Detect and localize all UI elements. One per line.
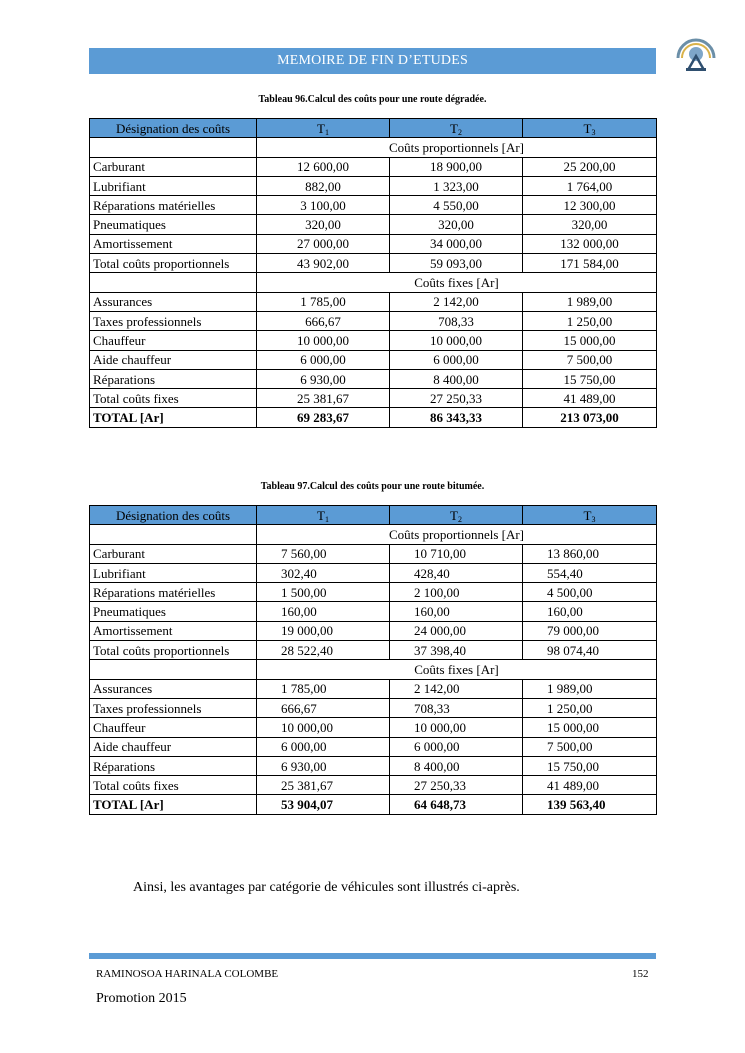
cell-t2: 6 000,00 xyxy=(390,737,523,756)
cell-t1: 19 000,00 xyxy=(257,621,390,640)
table-row xyxy=(90,389,657,408)
cell-t2: 4 550,00 xyxy=(390,196,523,215)
row-label: Taxes professionnels xyxy=(90,698,257,717)
cell-t2: 27 250,33 xyxy=(390,389,523,408)
cell-t1: 160,00 xyxy=(257,602,390,621)
cell-t1: 1 785,00 xyxy=(257,679,390,698)
table-row xyxy=(90,718,657,737)
cell-t3: 1 250,00 xyxy=(523,698,657,717)
section-row xyxy=(90,660,657,679)
table2-caption: Tableau 97.Calcul des coûts pour une route bitumée. xyxy=(260,481,485,492)
cell-t1: 666,67 xyxy=(257,311,390,330)
table-row xyxy=(90,698,657,717)
cell-t3: 4 500,00 xyxy=(523,583,657,602)
cell-t1: 320,00 xyxy=(257,215,390,234)
table-header-row xyxy=(90,119,657,138)
cost-table-paved-road xyxy=(89,505,657,815)
row-label: Chauffeur xyxy=(90,718,257,737)
table-row xyxy=(90,563,657,582)
cell-t3: 132 000,00 xyxy=(523,234,657,253)
table-row xyxy=(90,737,657,756)
cell-t1: 302,40 xyxy=(257,563,390,582)
table-row xyxy=(90,254,657,273)
cell-t2: 10 000,00 xyxy=(390,331,523,350)
cell-t1: 28 522,40 xyxy=(257,641,390,660)
table-row xyxy=(90,583,657,602)
cell-t3: 554,40 xyxy=(523,563,657,582)
section-proportional-costs: Coûts proportionnels [Ar] xyxy=(257,138,657,157)
row-label: Pneumatiques xyxy=(90,215,257,234)
table-row xyxy=(90,234,657,253)
table-row xyxy=(90,157,657,176)
row-label: Total coûts fixes xyxy=(90,389,257,408)
cell-t1: 882,00 xyxy=(257,176,390,195)
total-t2: 86 343,33 xyxy=(390,408,523,427)
cell-t2: 10 710,00 xyxy=(390,544,523,563)
section-row xyxy=(90,273,657,292)
cell-t3: 1 989,00 xyxy=(523,292,657,311)
cell-t3: 15 000,00 xyxy=(523,331,657,350)
table-row xyxy=(90,176,657,195)
cell-t1: 6 930,00 xyxy=(257,756,390,775)
cell-t2: 2 142,00 xyxy=(390,292,523,311)
cell-t3: 98 074,40 xyxy=(523,641,657,660)
cell-t2: 37 398,40 xyxy=(390,641,523,660)
cell-t3: 41 489,00 xyxy=(523,776,657,795)
cell-t2: 2 142,00 xyxy=(390,679,523,698)
table-row xyxy=(90,776,657,795)
cell-t3: 7 500,00 xyxy=(523,737,657,756)
cell-t3: 320,00 xyxy=(523,215,657,234)
cell-t1: 3 100,00 xyxy=(257,196,390,215)
table-row xyxy=(90,350,657,369)
row-label: Carburant xyxy=(90,157,257,176)
table-row xyxy=(90,621,657,640)
table-row xyxy=(90,544,657,563)
col-header-t3: $T_3$ xyxy=(523,506,657,525)
cell-t2: 34 000,00 xyxy=(390,234,523,253)
cell-t3: 15 000,00 xyxy=(523,718,657,737)
cell-t1: 1 500,00 xyxy=(257,583,390,602)
cell-t3: 12 300,00 xyxy=(523,196,657,215)
cell-t1: 25 381,67 xyxy=(257,389,390,408)
col-header-t1: $T_1$ xyxy=(257,119,390,138)
cell-t1: 666,67 xyxy=(257,698,390,717)
cell-t3: 13 860,00 xyxy=(523,544,657,563)
table-row xyxy=(90,641,657,660)
cell-t1: 12 600,00 xyxy=(257,157,390,176)
page-header-band xyxy=(89,48,656,74)
total-row xyxy=(90,408,657,427)
col-header-t2: $T_2$ xyxy=(390,119,523,138)
col-header-t2: $T_2$ xyxy=(390,506,523,525)
cell-t2: 18 900,00 xyxy=(390,157,523,176)
col-header-designation: Désignation des coûts xyxy=(90,119,257,138)
row-label: Aide chauffeur xyxy=(90,350,257,369)
cell-t2: 320,00 xyxy=(390,215,523,234)
total-label: TOTAL [Ar] xyxy=(90,408,257,427)
total-t1: 53 904,07 xyxy=(257,795,390,814)
cell-t1: 6 000,00 xyxy=(257,350,390,369)
school-logo-icon xyxy=(674,34,718,74)
table-row xyxy=(90,215,657,234)
cell-t3: 1 764,00 xyxy=(523,176,657,195)
cell-t2: 6 000,00 xyxy=(390,350,523,369)
cell-t3: 171 584,00 xyxy=(523,254,657,273)
cell-t1: 1 785,00 xyxy=(257,292,390,311)
total-label: TOTAL [Ar] xyxy=(90,795,257,814)
cell-t1: 10 000,00 xyxy=(257,718,390,737)
table-row xyxy=(90,292,657,311)
table-row xyxy=(90,311,657,330)
cell-t1: 7 560,00 xyxy=(257,544,390,563)
footer-promotion: Promotion 2015 xyxy=(96,991,187,1006)
total-t1: 69 283,67 xyxy=(257,408,390,427)
cell-t2: 160,00 xyxy=(390,602,523,621)
table-row xyxy=(90,756,657,775)
table-row xyxy=(90,196,657,215)
cell-t2: 708,33 xyxy=(390,311,523,330)
footer-band xyxy=(89,953,656,959)
section-row xyxy=(90,525,657,544)
row-label: Assurances xyxy=(90,292,257,311)
row-label: Assurances xyxy=(90,679,257,698)
row-label: Total coûts proportionnels xyxy=(90,641,257,660)
cell-t2: 27 250,33 xyxy=(390,776,523,795)
cell-t1: 6 930,00 xyxy=(257,369,390,388)
cell-t1: 43 902,00 xyxy=(257,254,390,273)
cell-t3: 41 489,00 xyxy=(523,389,657,408)
table-row xyxy=(90,602,657,621)
footer-author: RAMINOSOA HARINALA COLOMBE xyxy=(96,968,279,980)
row-label: Carburant xyxy=(90,544,257,563)
cell-t2: 24 000,00 xyxy=(390,621,523,640)
col-header-designation: Désignation des coûts xyxy=(90,506,257,525)
row-label: Amortissement xyxy=(90,234,257,253)
table1-caption: Tableau 96.Calcul des coûts pour une route dégradée. xyxy=(258,94,487,105)
body-paragraph: Ainsi, les avantages par catégorie de véhicules sont illustrés ci-après. xyxy=(133,880,520,895)
row-label: Réparations matérielles xyxy=(90,583,257,602)
row-label: Total coûts fixes xyxy=(90,776,257,795)
row-label: Aide chauffeur xyxy=(90,737,257,756)
cell-t3: 25 200,00 xyxy=(523,157,657,176)
cell-t3: 15 750,00 xyxy=(523,369,657,388)
table-row xyxy=(90,679,657,698)
section-proportional-costs: Coûts proportionnels [Ar] xyxy=(257,525,657,544)
table-header-row xyxy=(90,506,657,525)
row-label: Total coûts proportionnels xyxy=(90,254,257,273)
row-label: Réparations matérielles xyxy=(90,196,257,215)
row-label: Réparations xyxy=(90,756,257,775)
row-label: Taxes professionnels xyxy=(90,311,257,330)
cell-t3: 15 750,00 xyxy=(523,756,657,775)
cost-table-degraded-road xyxy=(89,118,657,428)
cell-t2: 8 400,00 xyxy=(390,756,523,775)
row-label: Lubrifiant xyxy=(90,563,257,582)
cell-t2: 10 000,00 xyxy=(390,718,523,737)
total-row xyxy=(90,795,657,814)
row-label: Chauffeur xyxy=(90,331,257,350)
cell-t1: 27 000,00 xyxy=(257,234,390,253)
cell-t1: 10 000,00 xyxy=(257,331,390,350)
section-row xyxy=(90,138,657,157)
row-label: Amortissement xyxy=(90,621,257,640)
total-t2: 64 648,73 xyxy=(390,795,523,814)
cell-t3: 1 250,00 xyxy=(523,311,657,330)
col-header-t1: $T_1$ xyxy=(257,506,390,525)
cell-t3: 7 500,00 xyxy=(523,350,657,369)
row-label: Réparations xyxy=(90,369,257,388)
cell-t1: 25 381,67 xyxy=(257,776,390,795)
col-header-t3: $T_3$ xyxy=(523,119,657,138)
cell-t2: 59 093,00 xyxy=(390,254,523,273)
total-t3: 139 563,40 xyxy=(523,795,657,814)
header-title: MEMOIRE DE FIN D’ETUDES xyxy=(277,53,468,68)
section-fixed-costs: Coûts fixes [Ar] xyxy=(257,660,657,679)
page-number: 152 xyxy=(632,968,649,980)
cell-t3: 160,00 xyxy=(523,602,657,621)
cell-t2: 428,40 xyxy=(390,563,523,582)
cell-t3: 1 989,00 xyxy=(523,679,657,698)
table-row xyxy=(90,369,657,388)
total-t3: 213 073,00 xyxy=(523,408,657,427)
section-fixed-costs: Coûts fixes [Ar] xyxy=(257,273,657,292)
cell-t3: 79 000,00 xyxy=(523,621,657,640)
cell-t2: 1 323,00 xyxy=(390,176,523,195)
table-row xyxy=(90,331,657,350)
row-label: Lubrifiant xyxy=(90,176,257,195)
cell-t2: 8 400,00 xyxy=(390,369,523,388)
cell-t1: 6 000,00 xyxy=(257,737,390,756)
cell-t2: 2 100,00 xyxy=(390,583,523,602)
row-label: Pneumatiques xyxy=(90,602,257,621)
cell-t2: 708,33 xyxy=(390,698,523,717)
